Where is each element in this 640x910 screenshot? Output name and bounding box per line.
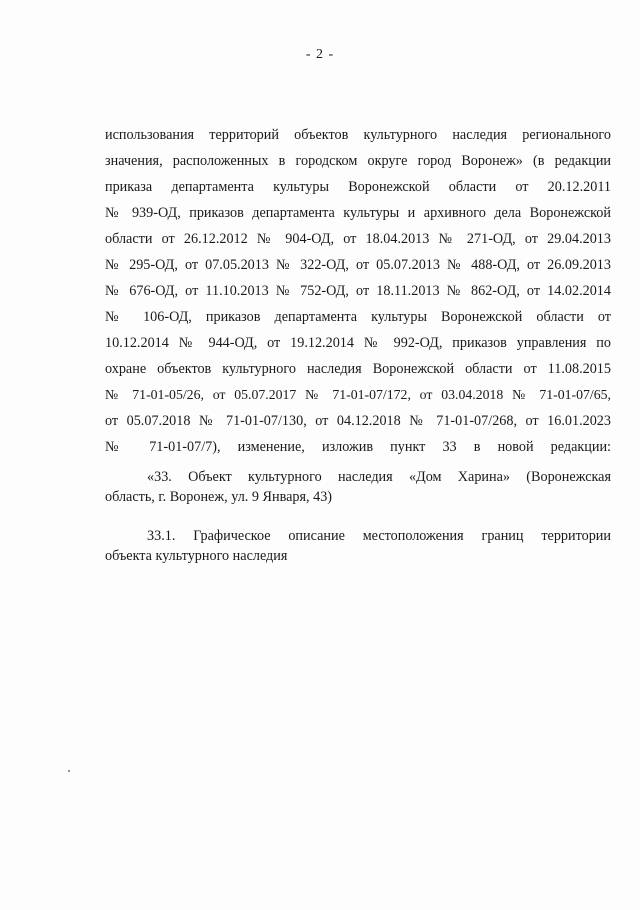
- page-number: - 2 -: [305, 47, 335, 62]
- paragraph-line: № 676-ОД, от 11.10.2013 № 752-ОД, от 18.11.2013 № 862-ОД, от 14.02.2014: [105, 283, 611, 299]
- paragraph-line: от 05.07.2018 № 71-01-07/130, от 04.12.2018 № 71-01-07/268, от 16.01.2023: [105, 413, 611, 429]
- paragraph-line: № 71-01-05/26, от 05.07.2017 № 71-01-07/172, от 03.04.2018 № 71-01-07/65,: [105, 387, 611, 402]
- paragraph-line: приказа департамента культуры Воронежской области от 20.12.2011: [105, 179, 611, 195]
- paragraph-line: № 106-ОД, приказов департамента культуры Воронежской области от: [105, 309, 611, 325]
- paragraph-line: значения, расположенных в городском округе город Воронеж» (в редакции: [105, 153, 611, 169]
- item-33-line: область, г. Воронеж, ул. 9 Января, 43): [105, 489, 333, 505]
- paragraph-line: использования территорий объектов культурного наследия регионального: [105, 127, 611, 143]
- paragraph-line: 10.12.2014 № 944-ОД, от 19.12.2014 № 992-ОД, приказов управления по: [105, 335, 611, 351]
- paragraph-line: № 295-ОД, от 07.05.2013 № 322-ОД, от 05.07.2013 № 488-ОД, от 26.09.2013: [105, 257, 611, 273]
- item-33-1-line: объекта культурного наследия: [105, 548, 288, 564]
- item-33-1-line: 33.1. Графическое описание местоположения границ территории: [147, 528, 611, 544]
- scan-speck: [68, 770, 70, 772]
- paragraph-line: области от 26.12.2012 № 904-ОД, от 18.04.2013 № 271-ОД, от 29.04.2013: [105, 231, 611, 247]
- paragraph-line: охране объектов культурного наследия Воронежской области от 11.08.2015: [105, 361, 611, 377]
- item-33-line: «33. Объект культурного наследия «Дом Харина» (Воронежская: [147, 469, 611, 485]
- paragraph-line: № 71-01-07/7), изменение, изложив пункт 33 в новой редакции:: [105, 439, 611, 455]
- paragraph-line: № 939-ОД, приказов департамента культуры и архивного дела Воронежской: [105, 205, 611, 221]
